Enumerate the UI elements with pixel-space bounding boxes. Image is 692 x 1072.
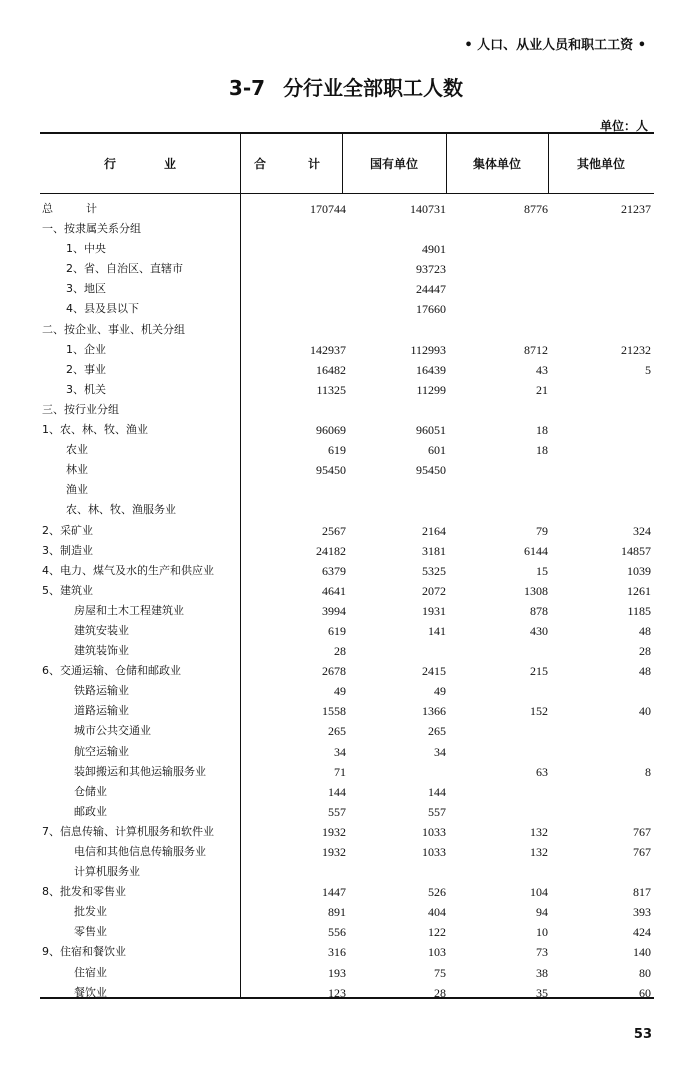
cell-collective: 6144: [524, 543, 548, 558]
table-body: [40, 199, 654, 1003]
row-label: 4、县及县以下: [66, 302, 139, 316]
cell-total: 142937: [310, 342, 346, 357]
cell-total: 619: [328, 443, 346, 458]
cell-total: 4641: [322, 583, 346, 598]
cell-collective: 38: [536, 965, 548, 980]
header-total: [240, 133, 342, 193]
table-row: [40, 541, 654, 561]
row-label: 建筑装饰业: [74, 644, 129, 658]
row-label: 4、电力、煤气及水的生产和供应业: [42, 563, 214, 577]
row-label: 8、批发和零售业: [42, 885, 126, 899]
table-row: [40, 440, 654, 460]
row-label: 1、农、林、牧、渔业: [42, 423, 148, 437]
row-label: 3、地区: [66, 282, 106, 296]
cell-total: 123: [328, 985, 346, 1000]
cell-state: 75: [434, 965, 446, 980]
cell-other: 40: [639, 704, 651, 719]
table-row: [40, 802, 654, 822]
table-row: [40, 701, 654, 721]
cell-collective: 8776: [524, 202, 548, 216]
table-row: [40, 299, 654, 319]
table-header-rule: [40, 193, 654, 194]
table-row: [40, 661, 654, 681]
row-label: 计算机服务业: [74, 865, 140, 879]
page-number: 53: [633, 1027, 652, 1042]
row-label: 房屋和土木工程建筑业: [74, 603, 184, 617]
cell-total: 3994: [322, 603, 346, 618]
row-label: 三、按行业分组: [42, 402, 119, 416]
cell-collective: 132: [530, 824, 548, 839]
cell-state: 103: [428, 945, 446, 960]
cell-collective: 132: [530, 845, 548, 859]
cell-state: 526: [428, 885, 446, 900]
cell-total: 11325: [316, 382, 346, 397]
cell-total: 96069: [316, 423, 346, 438]
cell-total: 556: [328, 925, 346, 940]
cell-state: 11299: [416, 382, 446, 397]
table-row: [40, 480, 654, 500]
cell-other: 324: [633, 523, 651, 538]
cell-total: 16482: [316, 362, 346, 377]
header-industry-b: 业: [164, 156, 177, 171]
cell-total: 1932: [322, 824, 346, 839]
cell-state: 16439: [416, 362, 446, 377]
cell-state: 112993: [410, 342, 446, 357]
row-label: 装卸搬运和其他运输服务业: [74, 764, 206, 778]
cell-total: 891: [328, 905, 346, 920]
table-number: 3-7: [228, 76, 266, 100]
row-label: 7、信息传输、计算机服务和软件业: [42, 824, 214, 838]
cell-total: 265: [328, 724, 346, 739]
header-total-a: 合: [254, 156, 267, 171]
cell-other: 424: [633, 925, 651, 940]
table-row: [40, 641, 654, 661]
cell-total: 2567: [322, 523, 346, 538]
cell-state: 24447: [416, 282, 446, 297]
table-row: [40, 400, 654, 420]
cell-state: 34: [434, 744, 446, 759]
page-title: [0, 72, 692, 101]
cell-collective: 21: [536, 382, 548, 397]
cell-other: 14857: [621, 543, 651, 558]
row-label: 5、建筑业: [42, 583, 93, 597]
header-other: 其他单位: [576, 156, 625, 171]
table-row: [40, 782, 654, 802]
table-row: [40, 902, 654, 922]
cell-total: 34: [334, 744, 346, 759]
cell-collective: 63: [536, 764, 548, 779]
cell-state: 93723: [416, 262, 446, 277]
cell-collective: 18: [536, 443, 548, 458]
row-label: 建筑安装业: [74, 623, 129, 637]
row-label: 3、制造业: [42, 543, 93, 557]
cell-state: 557: [428, 804, 446, 819]
table-row: [40, 320, 654, 340]
table-row: [40, 681, 654, 701]
row-label: 一、按隶属关系分组: [42, 222, 141, 236]
cell-state: 49: [434, 684, 446, 699]
cell-total: 1447: [322, 885, 346, 900]
cell-other: 60: [639, 985, 651, 1000]
table-row: [40, 963, 654, 983]
cell-state: 404: [428, 905, 446, 920]
table-row: [40, 420, 654, 440]
table-row: [40, 561, 654, 581]
row-label: 2、省、自治区、直辖市: [66, 262, 183, 276]
cell-other: 140: [633, 945, 651, 960]
row-label: 2、事业: [66, 362, 106, 376]
cell-state: 28: [434, 985, 446, 1000]
table-row: [40, 822, 654, 842]
table-row: [40, 500, 654, 520]
cell-state: 17660: [416, 302, 446, 317]
cell-state: 265: [428, 724, 446, 739]
row-label: 3、机关: [66, 382, 106, 396]
cell-state: 140731: [410, 202, 446, 216]
header-state-owned: 国有单位: [369, 156, 418, 171]
row-label: 城市公共交通业: [74, 724, 151, 738]
table-row: [40, 239, 654, 259]
cell-other: 48: [639, 664, 651, 679]
table-row: [40, 199, 654, 219]
cell-state: 2072: [422, 583, 446, 598]
cell-collective: 1308: [524, 583, 548, 598]
table-row: [40, 340, 654, 360]
cell-collective: 430: [530, 623, 548, 638]
cell-other: 21232: [621, 342, 651, 357]
cell-other: 767: [633, 845, 651, 859]
cell-collective: 878: [530, 603, 548, 618]
cell-state: 601: [428, 443, 446, 458]
cell-total: 1558: [322, 704, 346, 719]
cell-other: 8: [645, 764, 651, 779]
cell-state: 2164: [422, 523, 446, 538]
cell-state: 1366: [422, 704, 446, 719]
row-label: 餐饮业: [74, 985, 107, 999]
table-row: [40, 842, 654, 862]
cell-total: 2678: [322, 664, 346, 679]
row-label: 仓储业: [74, 784, 107, 798]
cell-state: 122: [428, 925, 446, 940]
cell-collective: 18: [536, 423, 548, 438]
cell-other: 393: [633, 905, 651, 920]
table-row: [40, 762, 654, 782]
unit-label: 单位：人: [599, 119, 648, 133]
row-label: 渔业: [66, 483, 88, 497]
cell-total: 144: [328, 784, 346, 799]
cell-total: 193: [328, 965, 346, 980]
cell-state: 3181: [422, 543, 446, 558]
cell-collective: 104: [530, 885, 548, 900]
cell-other: 767: [633, 824, 651, 839]
row-label: 1、中央: [66, 242, 106, 256]
row-label: 农业: [66, 443, 88, 457]
cell-state: 144: [428, 784, 446, 799]
row-label: 邮政业: [74, 804, 107, 818]
cell-state: 1931: [422, 603, 446, 618]
cell-other: 1039: [627, 563, 651, 578]
cell-other: 21237: [621, 202, 651, 216]
cell-collective: 94: [536, 905, 548, 920]
row-label: 航空运输业: [74, 744, 129, 758]
cell-state: 4901: [422, 242, 446, 257]
cell-state: 96051: [416, 423, 446, 438]
table-row: [40, 721, 654, 741]
cell-total: 619: [328, 623, 346, 638]
cell-other: 80: [639, 965, 651, 980]
table-row: [40, 219, 654, 239]
table-row: [40, 581, 654, 601]
cell-state: 2415: [422, 664, 446, 679]
cell-total: 28: [334, 644, 346, 659]
cell-state: 95450: [416, 463, 446, 478]
cell-total: 6379: [322, 563, 346, 578]
table-row: [40, 601, 654, 621]
cell-other: 817: [633, 885, 651, 900]
cell-other: 5: [645, 362, 651, 377]
table-row: [40, 862, 654, 882]
header-industry-a: 行: [103, 156, 116, 171]
cell-collective: 10: [536, 925, 548, 940]
row-label: 二、按企业、事业、机关分组: [42, 322, 185, 336]
cell-total: 95450: [316, 463, 346, 478]
row-label: 电信和其他信息传输服务业: [74, 845, 206, 858]
cell-collective: 73: [536, 945, 548, 960]
header-total-b: 计: [307, 156, 320, 171]
row-label: 批发业: [74, 905, 107, 919]
cell-total: 557: [328, 804, 346, 819]
cell-other: 1185: [627, 603, 651, 618]
cell-other: 28: [639, 644, 651, 659]
table-row: [40, 882, 654, 902]
cell-total: 49: [334, 684, 346, 699]
table-row: [40, 621, 654, 641]
row-label: 6、交通运输、仓储和邮政业: [42, 664, 181, 678]
section-header: • 人口、从业人员和职工工资 •: [464, 38, 646, 53]
cell-collective: 35: [536, 985, 548, 1000]
cell-total: 24182: [316, 543, 346, 558]
row-label: 总 计: [42, 202, 97, 215]
cell-collective: 152: [530, 704, 548, 719]
header-collective: 集体单位: [472, 156, 521, 171]
header-industry: [40, 133, 240, 193]
cell-state: 1033: [422, 845, 446, 859]
cell-other: 1261: [627, 583, 651, 598]
cell-state: 1033: [422, 824, 446, 839]
row-label: 2、采矿业: [42, 523, 93, 537]
table-row: [40, 983, 654, 1003]
cell-state: 141: [428, 623, 446, 638]
row-label: 农、林、牧、渔服务业: [66, 503, 176, 517]
row-label: 林业: [66, 463, 88, 477]
cell-collective: 215: [530, 664, 548, 679]
cell-collective: 15: [536, 563, 548, 578]
table-row: [40, 259, 654, 279]
table-row: [40, 521, 654, 541]
cell-total: 1932: [322, 845, 346, 859]
table-row: [40, 279, 654, 299]
table-row: [40, 380, 654, 400]
table-row: [40, 942, 654, 962]
table-row: [40, 460, 654, 480]
cell-other: 48: [639, 623, 651, 638]
cell-state: 5325: [422, 563, 446, 578]
cell-total: 170744: [310, 202, 346, 216]
table-row: [40, 360, 654, 380]
cell-collective: 43: [536, 362, 548, 377]
table-row: [40, 922, 654, 942]
row-label: 铁路运输业: [74, 684, 129, 698]
table-title: 分行业全部职工人数: [283, 76, 464, 100]
table-row: [40, 742, 654, 762]
cell-collective: 8712: [524, 342, 548, 357]
row-label: 住宿业: [74, 965, 107, 979]
cell-total: 71: [334, 764, 346, 779]
cell-total: 316: [328, 945, 346, 960]
row-label: 道路运输业: [74, 704, 129, 718]
row-label: 零售业: [74, 925, 107, 939]
row-label: 9、住宿和餐饮业: [42, 945, 126, 959]
cell-collective: 79: [536, 523, 548, 538]
row-label: 1、企业: [66, 342, 106, 356]
